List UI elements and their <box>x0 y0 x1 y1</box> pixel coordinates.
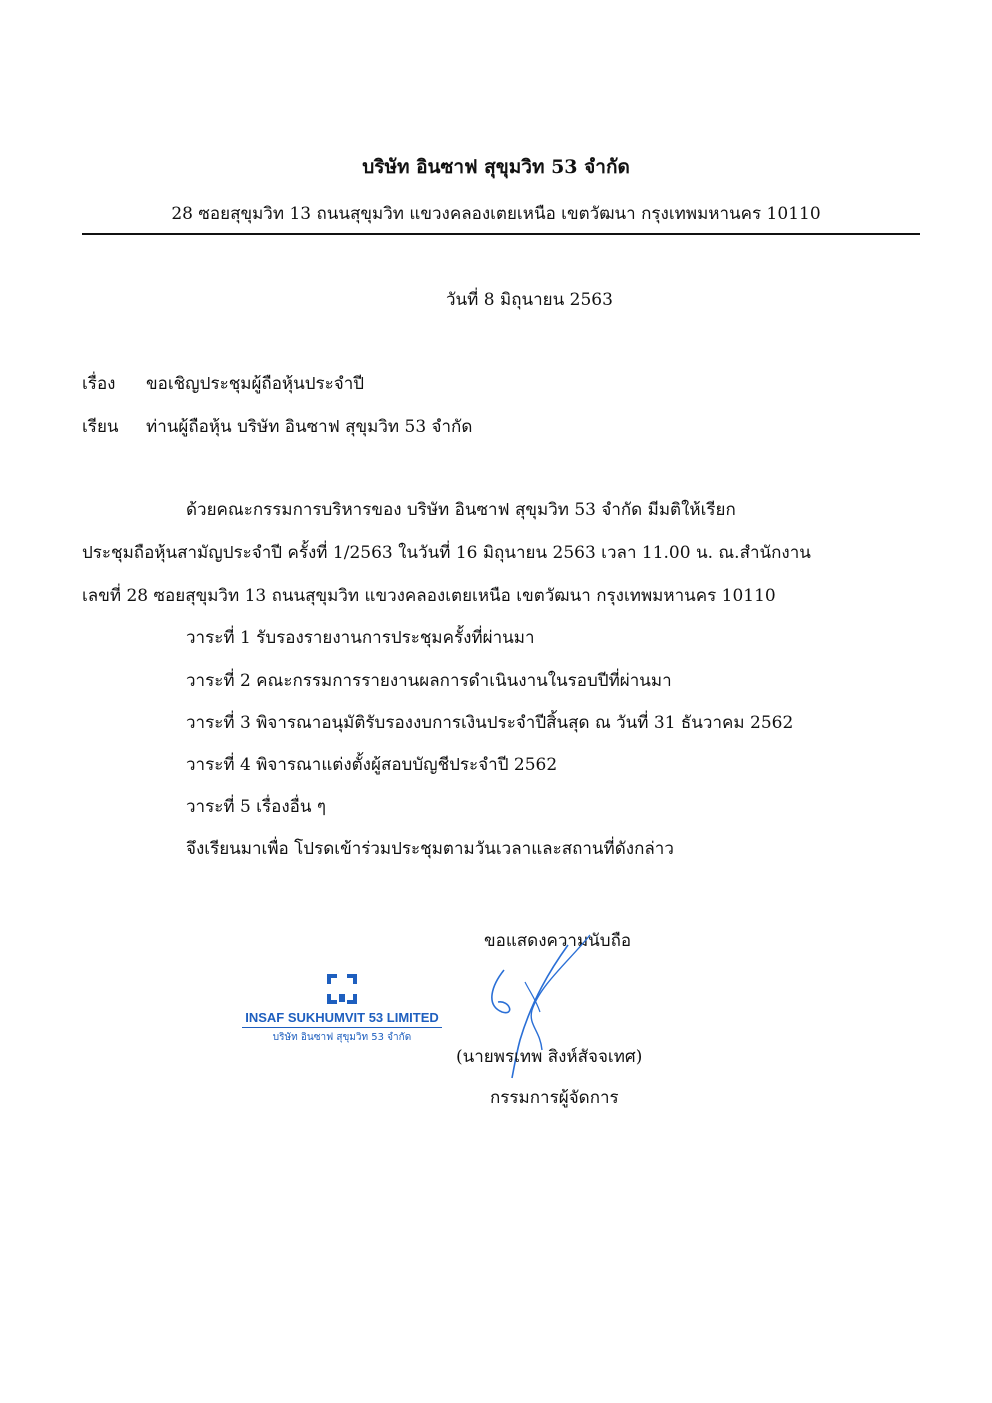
company-address: 28 ซอยสุขุมวิท 13 ถนนสุขุมวิท แขวงคลองเตยเหนือ เขตวัฒนา กรุงเทพมหานคร 10110 <box>171 204 821 224</box>
body-line-2: ประชุมถือหุ้นสามัญประจำปี ครั้งที่ 1/2563 ในวันที่ 16 มิถุนายน 2563 เวลา 11.00 น. ณ.สำนักงาน <box>82 543 811 563</box>
recipient-label: เรียน <box>82 417 119 437</box>
recipient-value: ท่านผู้ถือหุ้น บริษัท อินซาฟ สุขุมวิท 53 จำกัด <box>146 417 473 437</box>
company-logo <box>232 974 452 1045</box>
agenda-item-5: วาระที่ 5 เรื่องอื่น ๆ <box>186 797 327 817</box>
agenda-item-1: วาระที่ 1 รับรองรายงานการประชุมครั้งที่ผ่านมา <box>186 628 535 648</box>
company-name: บริษัท อินซาฟ สุขุมวิท 53 จำกัด <box>362 156 630 178</box>
subject-value: ขอเชิญประชุมผู้ถือหุ้นประจำปี <box>146 374 365 394</box>
closing-text: จึงเรียนมาเพื่อ โปรดเข้าร่วมประชุมตามวันเวลาและสถานที่ดังกล่าว <box>186 839 674 859</box>
logo-bracket-icon <box>327 974 357 1004</box>
logo-name-th: บริษัท อินซาฟ สุขุมวิท 53 จำกัด <box>272 1032 412 1043</box>
signer-title: กรรมการผู้จัดการ <box>490 1088 619 1108</box>
agenda-item-3: วาระที่ 3 พิจารณาอนุมัติรับรองงบการเงินประจำปีสิ้นสุด ณ วันที่ 31 ธันวาคม 2562 <box>186 713 794 733</box>
agenda-item-2: วาระที่ 2 คณะกรรมการรายงานผลการดำเนินงานในรอบปีที่ผ่านมา <box>186 671 672 691</box>
letter-date: วันที่ 8 มิถุนายน 2563 <box>446 290 613 310</box>
agenda-item-4: วาระที่ 4 พิจารณาแต่งตั้งผู้สอบบัญชีประจำปี 2562 <box>186 755 558 775</box>
logo-name-en: INSAF SUKHUMVIT 53 LIMITED <box>245 1010 439 1025</box>
signer-name: (นายพรเทพ สิงห์สัจจเทศ) <box>456 1047 643 1067</box>
body-line-3: เลขที่ 28 ซอยสุขุมวิท 13 ถนนสุขุมวิท แขวงคลองเตยเหนือ เขตวัฒนา กรุงเทพมหานคร 10110 <box>82 586 776 606</box>
header-divider <box>82 233 920 235</box>
body-line-1: ด้วยคณะกรรมการบริหารของ บริษัท อินซาฟ สุขุมวิท 53 จำกัด มีมติให้เรียก <box>186 500 736 520</box>
subject-label: เรื่อง <box>82 374 116 394</box>
regards-text: ขอแสดงความนับถือ <box>484 931 632 951</box>
logo-divider <box>242 1027 442 1028</box>
